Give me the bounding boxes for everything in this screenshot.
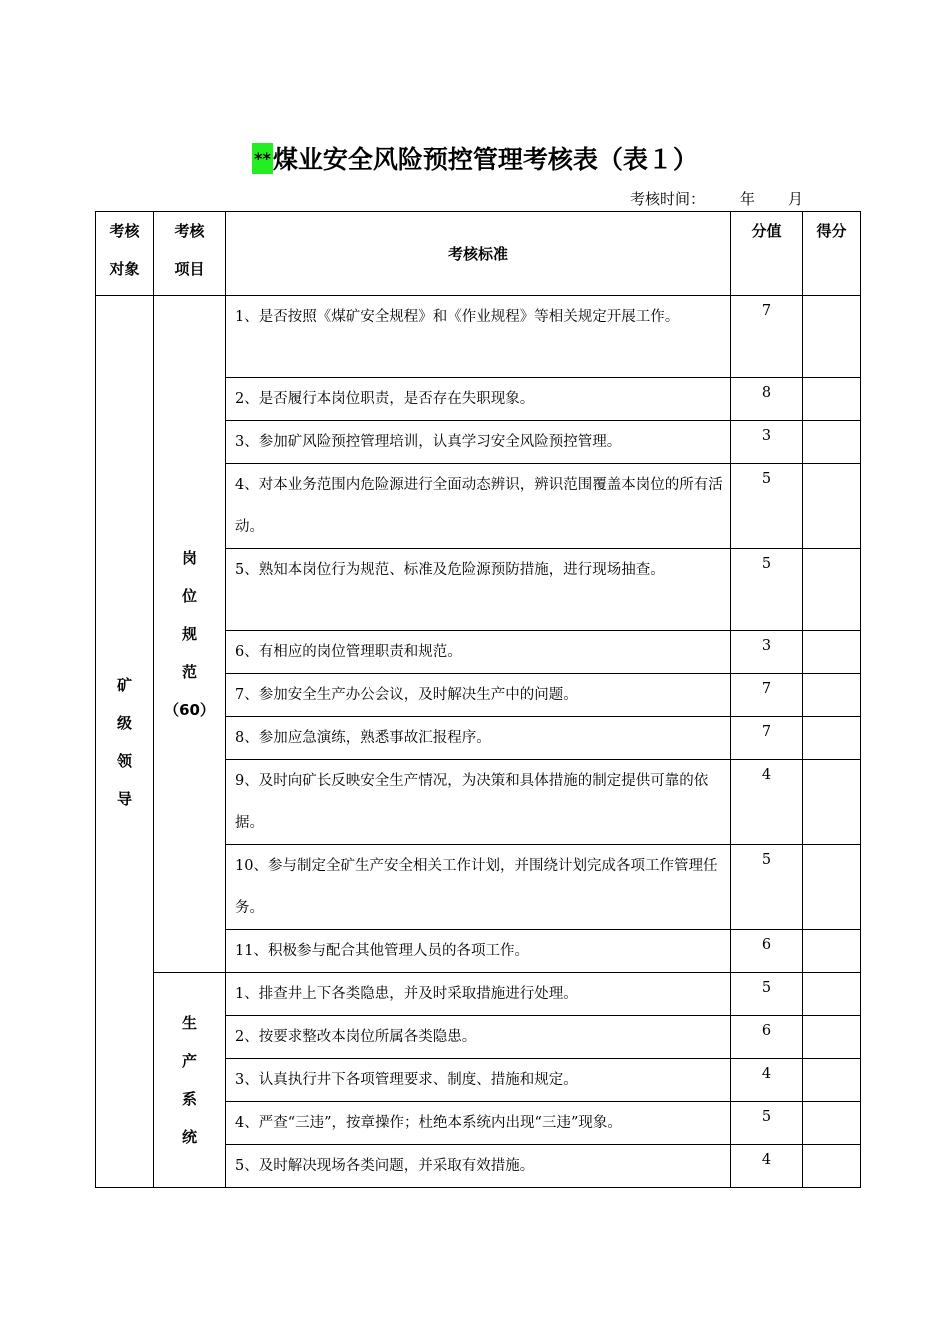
- header-score: 得分: [803, 212, 861, 296]
- criteria-cell: 3、参加矿风险预控管理培训，认真学习安全风险预控管理。: [226, 421, 731, 464]
- points-cell: 4: [731, 1145, 803, 1188]
- points-cell: 7: [731, 296, 803, 378]
- score-cell[interactable]: [803, 549, 861, 631]
- points-cell: 6: [731, 930, 803, 973]
- item-cell-post-standards: 岗 位 规 范 （60）: [154, 296, 226, 973]
- criteria-cell: 6、有相应的岗位管理职责和规范。: [226, 631, 731, 674]
- points-cell: 5: [731, 549, 803, 631]
- points-cell: 5: [731, 1102, 803, 1145]
- criteria-cell: 11、积极参与配合其他管理人员的各项工作。: [226, 930, 731, 973]
- header-criteria: 考核标准: [226, 212, 731, 296]
- points-cell: 3: [731, 631, 803, 674]
- points-cell: 5: [731, 845, 803, 930]
- criteria-cell: 8、参加应急演练，熟悉事故汇报程序。: [226, 717, 731, 760]
- assessment-date: [630, 188, 803, 209]
- table-row: [96, 296, 861, 378]
- criteria-cell: 1、排查井上下各类隐患，并及时采取措施进行处理。: [226, 973, 731, 1016]
- score-cell[interactable]: [803, 760, 861, 845]
- criteria-cell: 5、及时解决现场各类问题，并采取有效措施。: [226, 1145, 731, 1188]
- score-cell[interactable]: [803, 464, 861, 549]
- points-cell: 7: [731, 674, 803, 717]
- assessment-table: [95, 211, 861, 1188]
- header-item: 考核 项目: [154, 212, 226, 296]
- page-title: [0, 140, 950, 176]
- score-cell[interactable]: [803, 296, 861, 378]
- score-cell[interactable]: [803, 631, 861, 674]
- criteria-cell: 5、熟知本岗位行为规范、标准及危险源预防措施，进行现场抽查。: [226, 549, 731, 631]
- title-text: 煤业安全风险预控管理考核表（表１）: [272, 145, 698, 174]
- target-cell: 矿 级 领 导: [96, 296, 154, 1188]
- score-cell[interactable]: [803, 1102, 861, 1145]
- header-target: 考核 对象: [96, 212, 154, 296]
- points-cell: 4: [731, 1059, 803, 1102]
- item-cell-production-system: 生 产 系 统: [154, 973, 226, 1188]
- date-month: 月: [788, 190, 804, 208]
- points-cell: 7: [731, 717, 803, 760]
- score-cell[interactable]: [803, 930, 861, 973]
- score-cell[interactable]: [803, 1145, 861, 1188]
- points-cell: 6: [731, 1016, 803, 1059]
- score-cell[interactable]: [803, 378, 861, 421]
- header-points: 分值: [731, 212, 803, 296]
- title-highlight: **: [252, 143, 273, 174]
- score-cell[interactable]: [803, 973, 861, 1016]
- criteria-cell: 10、参与制定全矿生产安全相关工作计划，并围绕计划完成各项工作管理任务。: [226, 845, 731, 930]
- table-row: [96, 973, 861, 1016]
- points-cell: 5: [731, 464, 803, 549]
- header-row: [96, 212, 861, 296]
- points-cell: 4: [731, 760, 803, 845]
- score-cell[interactable]: [803, 674, 861, 717]
- date-label: 考核时间：: [630, 190, 706, 208]
- points-cell: 8: [731, 378, 803, 421]
- criteria-cell: 7、参加安全生产办公会议，及时解决生产中的问题。: [226, 674, 731, 717]
- criteria-cell: 9、及时向矿长反映安全生产情况，为决策和具体措施的制定提供可靠的依据。: [226, 760, 731, 845]
- points-cell: 3: [731, 421, 803, 464]
- score-cell[interactable]: [803, 845, 861, 930]
- criteria-cell: 2、按要求整改本岗位所属各类隐患。: [226, 1016, 731, 1059]
- points-cell: 5: [731, 973, 803, 1016]
- score-cell[interactable]: [803, 1059, 861, 1102]
- criteria-cell: 2、是否履行本岗位职责，是否存在失职现象。: [226, 378, 731, 421]
- criteria-cell: 4、严查“三违”，按章操作；杜绝本系统内出现“三违”现象。: [226, 1102, 731, 1145]
- criteria-cell: 1、是否按照《煤矿安全规程》和《作业规程》等相关规定开展工作。: [226, 296, 731, 378]
- criteria-cell: 3、认真执行井下各项管理要求、制度、措施和规定。: [226, 1059, 731, 1102]
- score-cell[interactable]: [803, 421, 861, 464]
- criteria-cell: 4、对本业务范围内危险源进行全面动态辨识，辨识范围覆盖本岗位的所有活动。: [226, 464, 731, 549]
- score-cell[interactable]: [803, 1016, 861, 1059]
- score-cell[interactable]: [803, 717, 861, 760]
- date-year: 年: [740, 190, 756, 208]
